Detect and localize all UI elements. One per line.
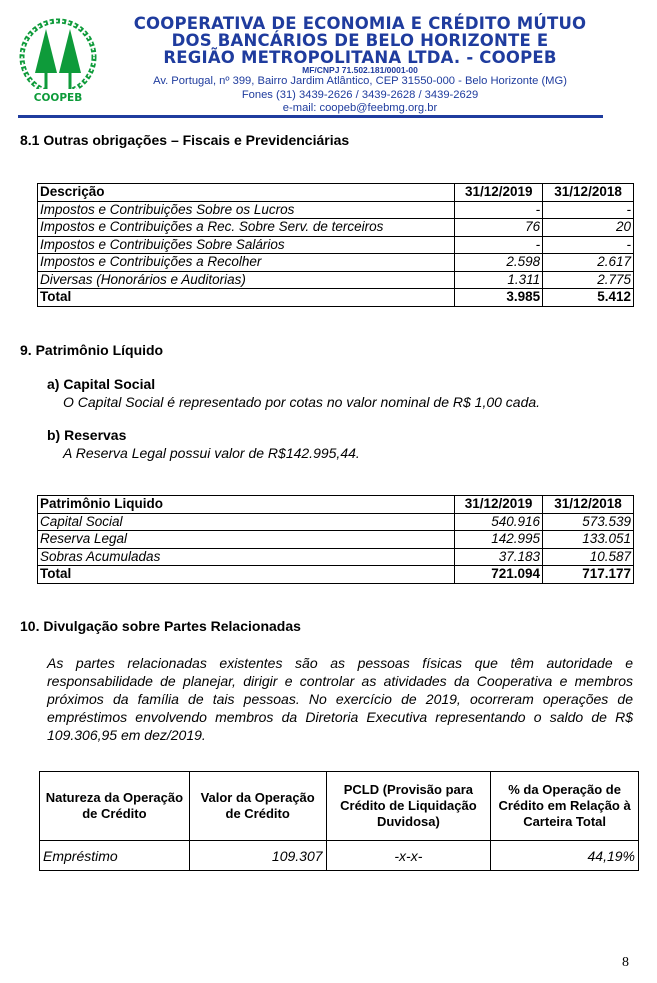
value-2019-cell: 37.183: [455, 548, 543, 566]
value-2018-cell: 20: [543, 219, 634, 237]
header-cell: PCLD (Provisão para Crédito de Liquidação Duvidosa): [326, 772, 491, 841]
header-cell: Patrimônio Liquido: [38, 496, 455, 514]
description-cell: Impostos e Contribuições Sobre Salários: [38, 236, 455, 254]
value-2018-cell: 573.539: [543, 513, 634, 531]
table-row: [38, 271, 634, 289]
description-cell: Sobras Acumuladas: [38, 548, 455, 566]
reservas-heading: b) Reservas: [47, 427, 127, 443]
value-2019-cell: 76: [455, 219, 543, 237]
org-name-line-2: DOS BANCÁRIOS DE BELO HORIZONTE E: [171, 31, 549, 50]
phones: Fones (31) 3439-2626 / 3439-2628 / 3439-2629: [241, 89, 479, 101]
value-2018-cell: 2.775: [543, 271, 634, 289]
capital-social-text: O Capital Social é representado por cotas no valor nominal de R$ 1,00 cada.: [63, 394, 541, 410]
table-header-row: [38, 496, 634, 514]
total-2019: 721.094: [455, 566, 543, 584]
reservas-text: A Reserva Legal possui valor de R$142.995,44.: [63, 445, 360, 461]
table-header-row: [40, 772, 639, 841]
total-label: Total: [38, 566, 455, 584]
capital-social-heading: a) Capital Social: [47, 376, 156, 392]
operation-value-cell: 109.307: [189, 841, 326, 871]
header-cell: 31/12/2019: [455, 184, 543, 202]
pcld-cell: -x-x-: [326, 841, 491, 871]
total-2018: 717.177: [543, 566, 634, 584]
total-label: Total: [38, 289, 455, 307]
value-2019-cell: -: [455, 236, 543, 254]
table-row: [38, 254, 634, 272]
table-row: [38, 548, 634, 566]
section-9-heading: 9. Patrimônio Líquido: [20, 342, 164, 358]
org-name-line-3: REGIÃO METROPOLITANA LTDA. - COOPEB: [163, 48, 557, 67]
header-divider: [18, 115, 603, 118]
related-parties-table: [39, 771, 639, 871]
header-cell: % da Operação de Crédito em Relação à Carteira Total: [491, 772, 639, 841]
header-cell: 31/12/2018: [543, 184, 634, 202]
total-2019: 3.985: [455, 289, 543, 307]
value-2019-cell: 1.311: [455, 271, 543, 289]
value-2019-cell: 2.598: [455, 254, 543, 272]
table-row: [40, 841, 639, 871]
table-row: [38, 531, 634, 549]
description-cell: Reserva Legal: [38, 531, 455, 549]
cnpj: MF/CNPJ 71.502.181/0001-00: [302, 65, 418, 75]
value-2018-cell: -: [543, 236, 634, 254]
page-number: 8: [622, 955, 629, 970]
header-cell: Natureza da Operação de Crédito: [40, 772, 190, 841]
section-8-1-heading: 8.1 Outras obrigações – Fiscais e Previdenciárias: [20, 132, 350, 148]
value-2018-cell: 133.051: [543, 531, 634, 549]
value-2019-cell: 142.995: [455, 531, 543, 549]
total-2018: 5.412: [543, 289, 634, 307]
related-parties-paragraph: As partes relacionadas existentes são as pessoas físicas que têm autoridade e responsabilidade de planejar, dirigir e controlar as atividades da Cooperativa e membros próximos da família de tais pessoas. No exercício de 2019, ocorreram operações de empréstimos envolvendo membros da Diretoria Executiva representando o saldo de R$ 109.306,95 em dez/2019.: [47, 655, 633, 743]
description-cell: Diversas (Honorários e Auditorias): [38, 271, 455, 289]
table-row: [38, 236, 634, 254]
coopeb-logo: [14, 15, 102, 107]
section-10-heading: 10. Divulgação sobre Partes Relacionadas: [20, 618, 301, 634]
header-cell: Valor da Operação de Crédito: [189, 772, 326, 841]
coopeb-logo-icon: [14, 15, 102, 107]
table-row: [38, 513, 634, 531]
table-total-row: [38, 289, 634, 307]
value-2019-cell: 540.916: [455, 513, 543, 531]
patrimonio-liquido-table: [37, 495, 634, 584]
description-cell: Impostos e Contribuições Sobre os Lucros: [38, 201, 455, 219]
portfolio-percent-cell: 44,19%: [491, 841, 639, 871]
svg-text:COOPEB: COOPEB: [33, 92, 83, 104]
address: Av. Portugal, nº 399, Bairro Jardim Atlântico, CEP 31550-000 - Belo Horizonte (MG): [153, 75, 567, 87]
header-cell: 31/12/2018: [543, 496, 634, 514]
operation-type-cell: Empréstimo: [40, 841, 190, 871]
description-cell: Impostos e Contribuições a Rec. Sobre Serv. de terceiros: [38, 219, 455, 237]
value-2019-cell: -: [455, 201, 543, 219]
value-2018-cell: 10.587: [543, 548, 634, 566]
header-cell: Descrição: [38, 184, 455, 202]
fiscal-obligations-table: [37, 183, 634, 307]
table-header-row: [38, 184, 634, 202]
table-total-row: [38, 566, 634, 584]
table-row: [38, 201, 634, 219]
email: e-mail: coopeb@feebmg.org.br: [282, 102, 438, 114]
header-cell: 31/12/2019: [455, 496, 543, 514]
org-name-line-1: COOPERATIVA DE ECONOMIA E CRÉDITO MÚTUO: [133, 14, 587, 33]
description-cell: Impostos e Contribuições a Recolher: [38, 254, 455, 272]
table-row: [38, 219, 634, 237]
value-2018-cell: -: [543, 201, 634, 219]
value-2018-cell: 2.617: [543, 254, 634, 272]
description-cell: Capital Social: [38, 513, 455, 531]
